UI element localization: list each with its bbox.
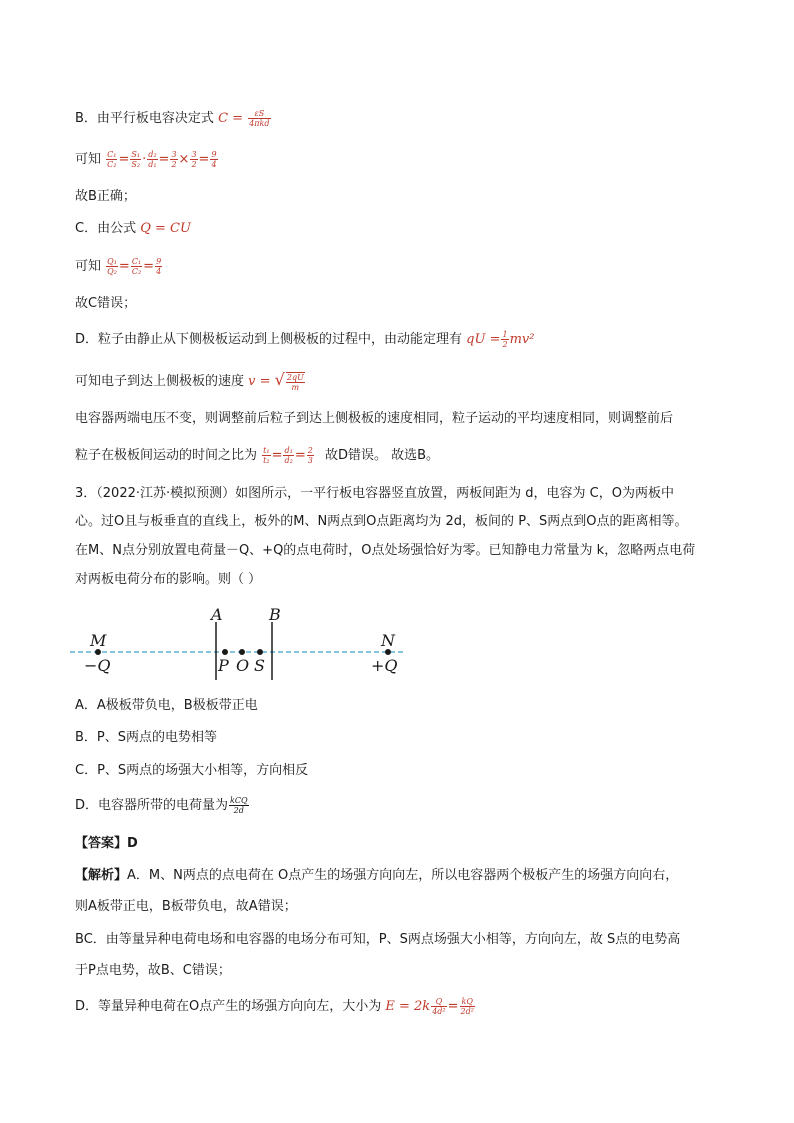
d-paragraph-1: 电容器两端电压不变，则调整前后粒子到达上侧极板的速度相同，粒子运动的平均速度相同，则调整前后 xyxy=(75,411,674,426)
d-speed-line: 可知电子到达上侧极板的速度 v = √ $\frac{2qU}{m}$ xyxy=(75,370,304,392)
option-d-explanation: D．粒子由静止从下侧极板运动到上侧极板的过程中，由动能定理有 qU = $\frac{1}{2}$ mv² xyxy=(75,330,535,349)
analysis-line-5: D．等量异种电荷在O点产生的场强方向向左，大小为 E = 2k $\frac{Q}{\text{4d²}}$ = $\frac{kQ}{\text{2d²}}$ xyxy=(75,997,474,1016)
point-s xyxy=(257,649,263,655)
analysis-line-4: 于P点电势，故B、C错误； xyxy=(75,963,231,978)
analysis-line-1: 【解析】A．M、N两点的点电荷在 O点产生的场强方向向左，所以电容器两个极板产生的场强方向向右， xyxy=(75,868,679,883)
label-p: P xyxy=(218,656,229,675)
point-p xyxy=(222,649,228,655)
analysis-line-3: BC．由等量异种电荷电场和电容器的电场分布可知，P、S两点场强大小相等，方向向左，故 S点的电势高 xyxy=(75,932,681,947)
question-line-1: 3．（2022·江苏·模拟预测）如图所示，一平行板电容器竖直放置，两板间距为 d，电容为 C，O为两板中 xyxy=(75,486,674,501)
option-c-explanation: C．由公式 Q = CU xyxy=(75,221,191,236)
point-o xyxy=(239,649,245,655)
c-ratio-fraction: $\frac{\text{C₁}}{\text{C₂}}$ xyxy=(107,150,117,169)
b-conclusion: 故B正确； xyxy=(75,189,136,204)
label-o: O xyxy=(236,656,250,675)
option-b-explanation xyxy=(75,109,272,128)
question-line-4: 对两板电荷分布的影响。则（ ） xyxy=(75,572,262,587)
sqrt-symbol: √ xyxy=(274,370,285,389)
b-ratio-line: 可知 $\frac{\text{C₁}}{\text{C₂}}$ = $\frac{\text{S₁}}{\text{S₂}}$ · $\frac{\text{d₂}}{\text{d₁}}$ = $\frac{3}{2}$ × $\frac{3}{2}$ = $\frac{9}{4}$ xyxy=(75,150,217,169)
label-n: N xyxy=(381,631,395,650)
option-c: C．P、S两点的场强大小相等，方向相反 xyxy=(75,763,309,778)
analysis-line-2: 则A板带正电，B板带负电，故A错误； xyxy=(75,899,297,914)
option-b: B．P、S两点的电势相等 xyxy=(75,730,218,745)
d-ratio-fraction: $\frac{\text{d₂}}{\text{d₁}}$ xyxy=(148,150,157,169)
label-m: M xyxy=(90,631,107,650)
label-b: B xyxy=(269,605,281,624)
d-paragraph-2: 粒子在极板间运动的时间之比为 $\frac{\text{t₁}}{\text{t₂}}$ = $\frac{\text{d₁}}{\text{d₂}}$ = $\frac{2}{3}$ 故D错误。 故选B。 xyxy=(75,446,440,465)
answer-label: 【答案】D xyxy=(75,836,138,851)
label-pos-q: +Q xyxy=(371,656,398,675)
label-a: A xyxy=(211,605,223,624)
capacitance-fraction: $\frac{\varepsilon S}{\text{4πkd}}$ xyxy=(249,109,270,128)
question-line-3: 在M、N点分别放置电荷量－Q、+Q的点电荷时，O点处场强恰好为零。已知静电力常量为 k，忽略两点电荷 xyxy=(75,543,696,558)
b-intro-text: B．由平行板电容决定式 xyxy=(75,111,214,126)
question-line-2: 心。过O且与板垂直的直线上，板外的M、N两点到O点距离均为 2d，板间的 P、S两点到O点的距离相等。 xyxy=(75,514,688,529)
capacitance-formula-lhs: C = xyxy=(218,111,244,126)
s-ratio-fraction: $\frac{\text{S₁}}{\text{S₂}}$ xyxy=(131,150,141,169)
c-ratio-line: 可知 $\frac{\text{Q₁}}{\text{Q₂}}$ = $\frac{\text{C₁}}{\text{C₂}}$ = $\frac{9}{4}$ xyxy=(75,257,162,276)
label-s: S xyxy=(254,656,265,675)
option-d: D．电容器所带的电荷量为 $\frac{\text{kCQ}}{2d}$ xyxy=(75,796,248,815)
c-conclusion: 故C错误； xyxy=(75,296,137,311)
capacitor-diagram xyxy=(70,600,420,685)
label-neg-q: −Q xyxy=(84,656,111,675)
option-a: A．A极板带负电，B极板带正电 xyxy=(75,698,258,713)
charge-formula: Q = CU xyxy=(140,221,191,236)
